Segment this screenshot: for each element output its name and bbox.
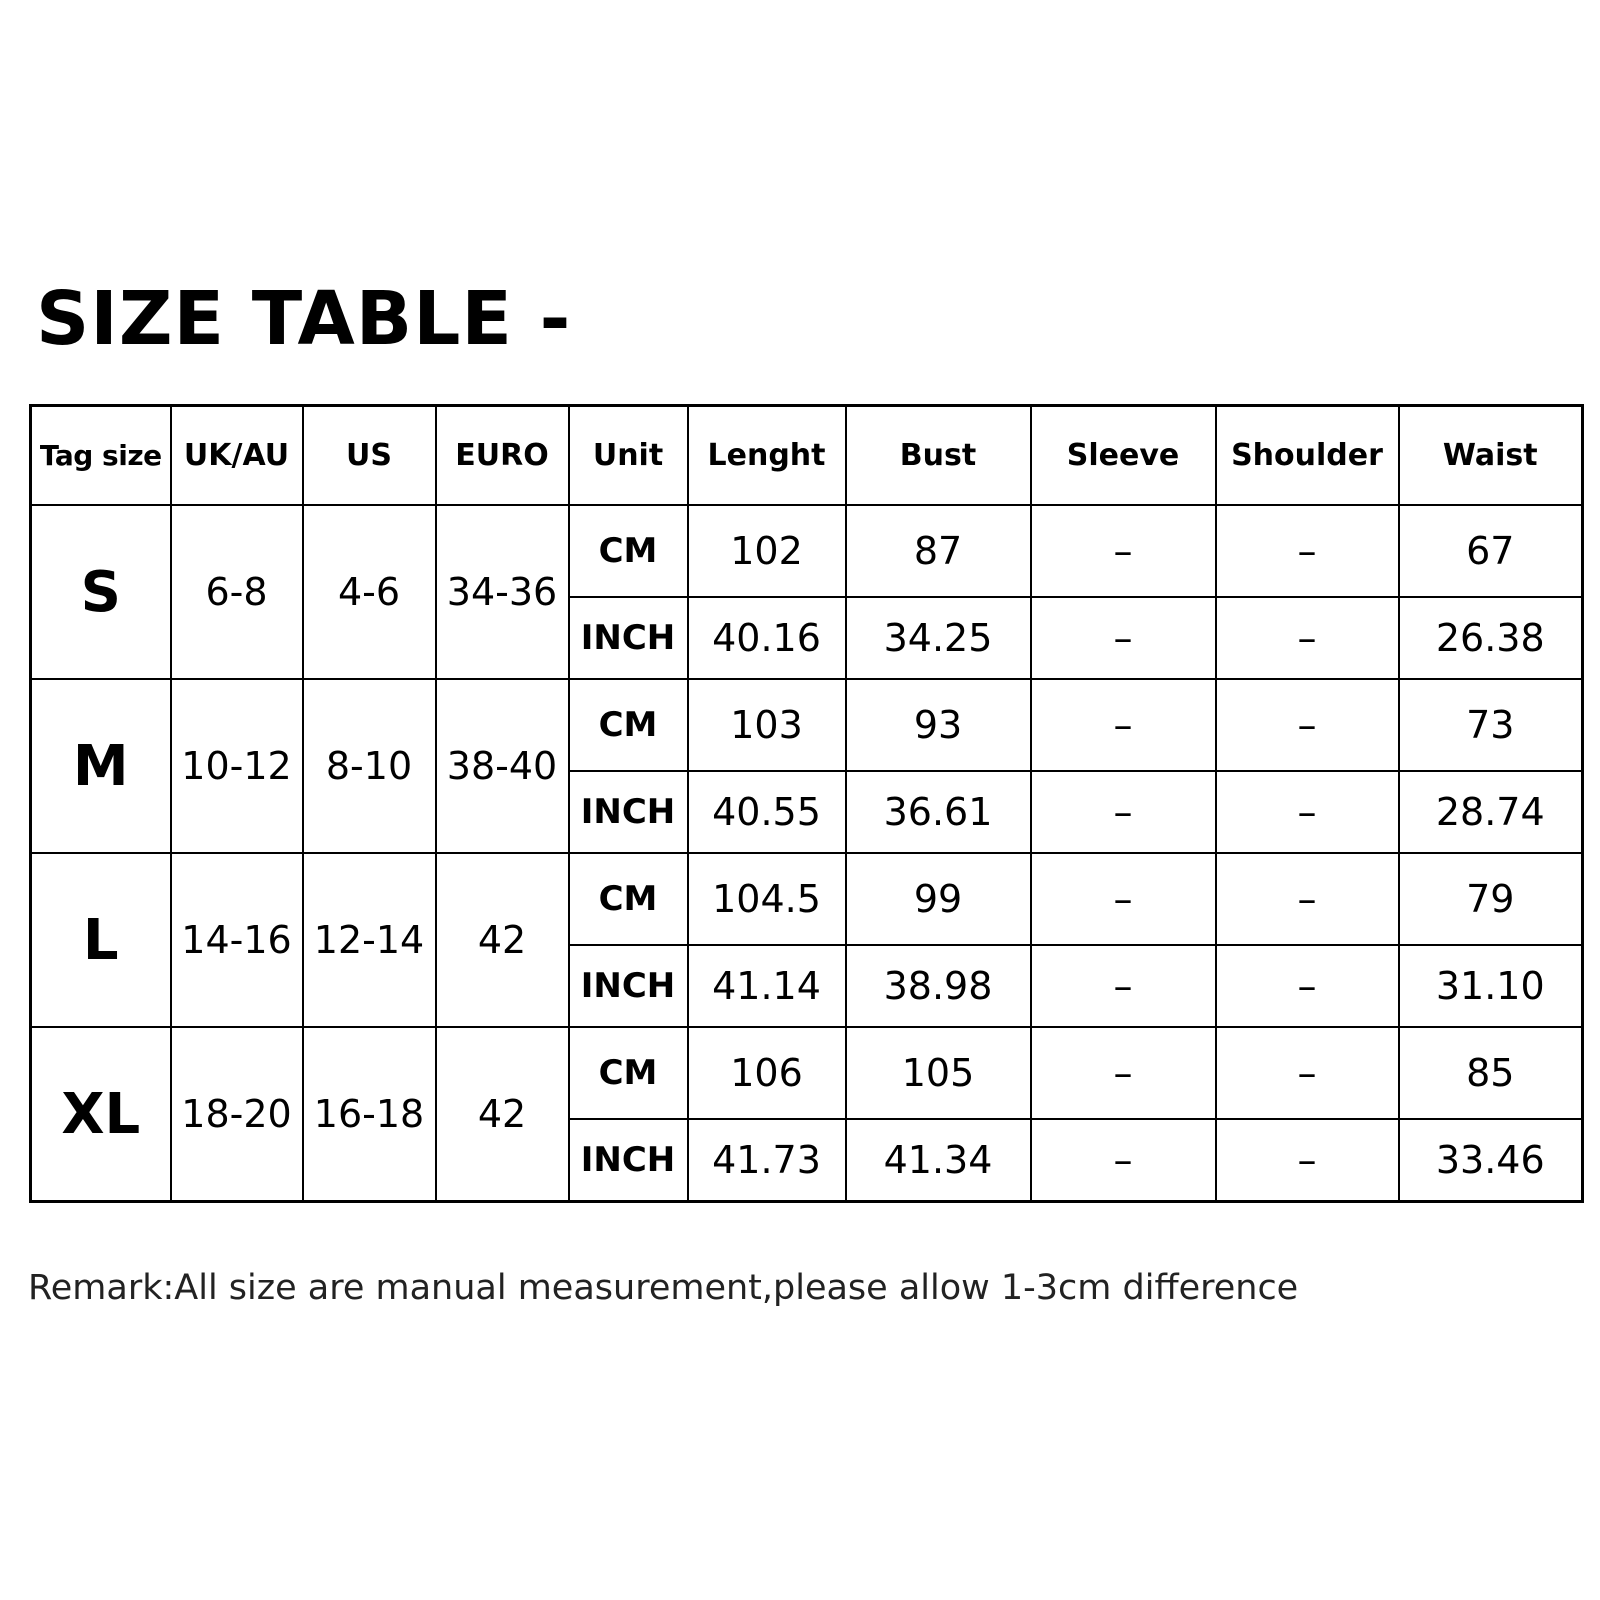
- waist-cell: 26.38: [1399, 597, 1583, 679]
- bust-cell: 105: [846, 1027, 1031, 1119]
- header-shoulder: Shoulder: [1216, 406, 1399, 506]
- euro-cell: 42: [436, 853, 569, 1027]
- unit-cell: INCH: [569, 945, 688, 1027]
- waist-cell: 73: [1399, 679, 1583, 771]
- uk-au-cell: 18-20: [171, 1027, 303, 1202]
- unit-cell: INCH: [569, 1119, 688, 1202]
- uk-au-cell: 10-12: [171, 679, 303, 853]
- us-cell: 12-14: [303, 853, 436, 1027]
- header-unit: Unit: [569, 406, 688, 506]
- tag-size-cell: L: [31, 853, 171, 1027]
- euro-cell: 38-40: [436, 679, 569, 853]
- sleeve-cell: –: [1031, 679, 1216, 771]
- length-cell: 41.14: [688, 945, 846, 1027]
- unit-cell: INCH: [569, 597, 688, 679]
- page-title: SIZE TABLE -: [36, 276, 572, 362]
- bust-cell: 36.61: [846, 771, 1031, 853]
- table-row: [31, 679, 1583, 771]
- header-bust: Bust: [846, 406, 1031, 506]
- shoulder-cell: –: [1216, 853, 1399, 945]
- waist-cell: 67: [1399, 505, 1583, 597]
- shoulder-cell: –: [1216, 945, 1399, 1027]
- shoulder-cell: –: [1216, 1119, 1399, 1202]
- length-cell: 41.73: [688, 1119, 846, 1202]
- unit-cell: CM: [569, 679, 688, 771]
- header-length: Lenght: [688, 406, 846, 506]
- header-sleeve: Sleeve: [1031, 406, 1216, 506]
- bust-cell: 34.25: [846, 597, 1031, 679]
- bust-cell: 99: [846, 853, 1031, 945]
- unit-cell: CM: [569, 853, 688, 945]
- us-cell: 8-10: [303, 679, 436, 853]
- table-row: [31, 1027, 1583, 1119]
- us-cell: 4-6: [303, 505, 436, 679]
- shoulder-cell: –: [1216, 771, 1399, 853]
- uk-au-cell: 6-8: [171, 505, 303, 679]
- sleeve-cell: –: [1031, 1119, 1216, 1202]
- bust-cell: 38.98: [846, 945, 1031, 1027]
- shoulder-cell: –: [1216, 1027, 1399, 1119]
- unit-cell: CM: [569, 1027, 688, 1119]
- sleeve-cell: –: [1031, 853, 1216, 945]
- tag-size-cell: S: [31, 505, 171, 679]
- euro-cell: 42: [436, 1027, 569, 1202]
- sleeve-cell: –: [1031, 1027, 1216, 1119]
- bust-cell: 87: [846, 505, 1031, 597]
- us-cell: 16-18: [303, 1027, 436, 1202]
- bust-cell: 93: [846, 679, 1031, 771]
- waist-cell: 31.10: [1399, 945, 1583, 1027]
- header-waist: Waist: [1399, 406, 1583, 506]
- waist-cell: 28.74: [1399, 771, 1583, 853]
- sleeve-cell: –: [1031, 505, 1216, 597]
- waist-cell: 33.46: [1399, 1119, 1583, 1202]
- waist-cell: 79: [1399, 853, 1583, 945]
- bust-cell: 41.34: [846, 1119, 1031, 1202]
- length-cell: 103: [688, 679, 846, 771]
- header-tag-size: Tag size: [31, 406, 171, 506]
- sleeve-cell: –: [1031, 597, 1216, 679]
- length-cell: 40.55: [688, 771, 846, 853]
- header-us: US: [303, 406, 436, 506]
- length-cell: 102: [688, 505, 846, 597]
- remark-text: Remark:All size are manual measurement,please allow 1-3cm difference: [28, 1268, 1299, 1308]
- tag-size-cell: M: [31, 679, 171, 853]
- header-euro: EURO: [436, 406, 569, 506]
- euro-cell: 34-36: [436, 505, 569, 679]
- sleeve-cell: –: [1031, 945, 1216, 1027]
- length-cell: 40.16: [688, 597, 846, 679]
- uk-au-cell: 14-16: [171, 853, 303, 1027]
- length-cell: 106: [688, 1027, 846, 1119]
- table-row: [31, 505, 1583, 597]
- sleeve-cell: –: [1031, 771, 1216, 853]
- shoulder-cell: –: [1216, 597, 1399, 679]
- unit-cell: CM: [569, 505, 688, 597]
- header-uk-au: UK/AU: [171, 406, 303, 506]
- table-row: [31, 853, 1583, 945]
- size-table: [29, 404, 1584, 1203]
- header-row: [31, 406, 1583, 506]
- shoulder-cell: –: [1216, 505, 1399, 597]
- unit-cell: INCH: [569, 771, 688, 853]
- waist-cell: 85: [1399, 1027, 1583, 1119]
- shoulder-cell: –: [1216, 679, 1399, 771]
- length-cell: 104.5: [688, 853, 846, 945]
- tag-size-cell: XL: [31, 1027, 171, 1202]
